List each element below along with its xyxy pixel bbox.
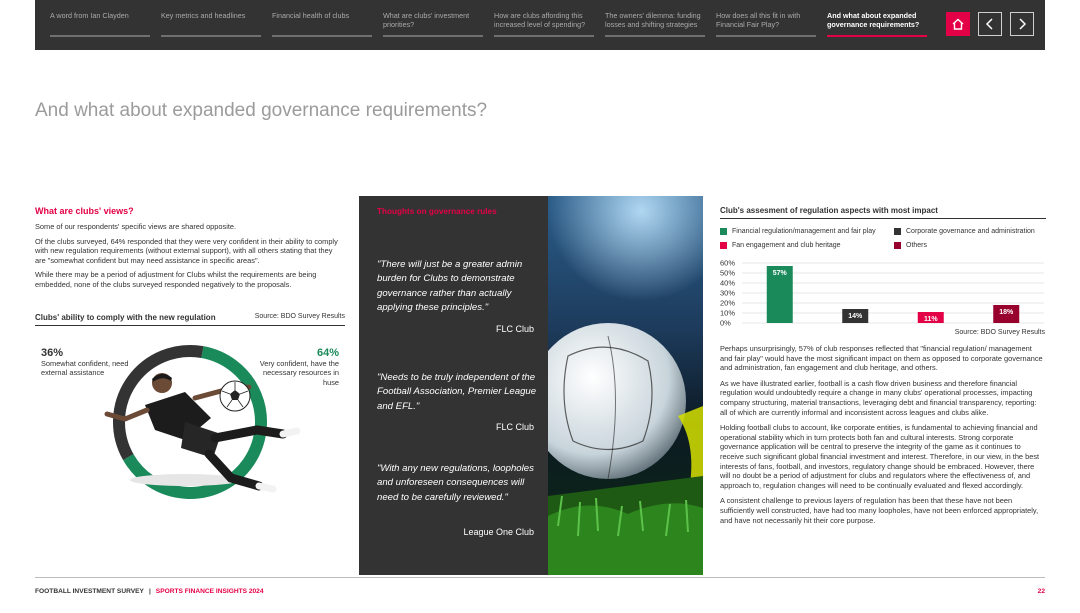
bar-chart-title: Club's assesment of regulation aspects with most impact <box>720 206 1046 219</box>
nav-item-financial-fair-play[interactable]: How does all this fit in with Financial Fair Play? <box>716 11 816 37</box>
soccer-ball-icon <box>220 381 250 411</box>
legend-swatch <box>894 228 901 235</box>
bar-chart <box>720 258 1046 333</box>
y-tick-label: 50% <box>720 268 736 278</box>
y-tick-label: 0% <box>720 318 731 328</box>
y-tick-label: 30% <box>720 288 736 298</box>
right-text-block <box>720 344 1046 531</box>
legend-item <box>894 228 1035 235</box>
quote-text: "Needs to be truly independent of the Football Association, Premier League and EFL." <box>377 372 537 412</box>
nav-item-financial-health[interactable]: Financial health of clubs <box>272 11 372 37</box>
right-paragraph: As we have illustrated earlier, football is a cash flow driven business and therefore financial regulation would undoubtedly require a change in many clubs' operational processes, impacting company structuring, material transactions, leveraging debt and financial transparency, reporting: all of which are currently informal and inconsistent across leagues and clubs alike. <box>720 378 1037 417</box>
nav-item-word-from[interactable]: A word from Ian Clayden <box>50 11 150 37</box>
right-paragraph: Holding football clubs to account, like corporate entities, is fundamental to achieving financial and operational stability which in turn protects both fan and cultural interests. Strong corporate governance application will be central to preserve the integrity of the game as it continues to receive such significant global financial investment and interest. Therefore, in our view, in the best interests of fans, football, and investors, regulatory change should be embraced. However, there will no doubt be a period of adjustment for clubs and regulators where the effectiveness of, and approach to, regulation changes will need to be continually evaluated and flexed accordingly. <box>720 423 1040 490</box>
bar-value-label: 18% <box>999 309 1014 316</box>
footer-separator: | <box>148 588 151 595</box>
quotes-title: Thoughts on governance rules <box>377 207 497 216</box>
stat-right-text: Very confident, have the necessary resources in huse <box>259 359 339 387</box>
right-column <box>720 206 1046 219</box>
left-column <box>35 206 345 295</box>
bar-value-label: 14% <box>848 313 863 320</box>
donut-chart-header <box>35 313 345 326</box>
chevron-right-icon <box>1017 18 1027 30</box>
nav-item-owners-dilemma[interactable]: The owners' dilemma: funding losses and shifting strategies <box>605 11 705 37</box>
legend-label: Financial regulation/management and fair play <box>732 228 876 235</box>
nav-item-key-metrics[interactable]: Key metrics and headlines <box>161 11 261 37</box>
chevron-left-icon <box>985 18 995 30</box>
stat-left-text: Somewhat confident, need external assistance <box>41 359 129 378</box>
footer-survey-name: FOOTBALL INVESTMENT SURVEY <box>35 588 144 595</box>
clubs-views-heading: What are clubs' views? <box>35 206 134 216</box>
stat-left-percent: 36% <box>41 347 64 359</box>
legend-label: Fan engagement and club heritage <box>732 242 841 249</box>
nav-item-investment-priorities[interactable]: What are clubs' investment priorities? <box>383 11 483 37</box>
home-icon <box>951 17 965 31</box>
legend-item <box>720 242 841 249</box>
top-navigation <box>35 0 1045 50</box>
legend-label: Others <box>906 242 928 249</box>
quote-source: FLC Club <box>495 422 534 432</box>
stat-very-confident <box>249 347 339 387</box>
home-button[interactable] <box>946 12 970 36</box>
nav-item-governance[interactable]: And what about expanded governance requirements? <box>827 11 927 37</box>
legend-swatch <box>720 228 727 235</box>
bar-value-label: 57% <box>772 270 787 277</box>
next-page-button[interactable] <box>1010 12 1034 36</box>
quote-text: "With any new regulations, loopholes and unforeseen consequences will need to be carefully reviewed." <box>377 463 534 503</box>
stadium-football-photo <box>548 196 703 575</box>
right-paragraph: A consistent challenge to previous layers of regulation has been that these have not been sufficiently well constructed, have had too many loopholes, have not been enforced appropriately, and have not necessarily hit their core purpose. <box>720 496 1039 525</box>
right-paragraph: Perhaps unsurprisingly, 57% of club responses reflected that "financial regulation/ management and fair play" would have the most significant impact on them as opposed to corporate governance and administration, fan engagement and club heritage, and others. <box>720 344 1043 373</box>
legend-swatch <box>894 242 901 249</box>
y-tick-label: 40% <box>720 278 736 288</box>
quote-source: FLC Club <box>495 324 534 334</box>
legend-swatch <box>720 242 727 249</box>
y-tick-label: 10% <box>720 308 736 318</box>
footer-divider <box>35 577 1045 578</box>
stat-right-percent: 64% <box>316 347 339 359</box>
left-paragraph: Of the clubs surveyed, 64% responded that they were very confident in their ability to comply with new regulation requirements (without external support), with all others stating that they are "somewhat confident but may need assistance in specific areas". <box>35 236 338 265</box>
y-tick-label: 20% <box>720 298 736 308</box>
left-paragraph: While there may be a period of adjustment for Clubs whilst the requirements are being embedded, none of the clubs surveyed responded negatively to the proposals. <box>35 270 317 289</box>
left-paragraph: Some of our respondents' specific views are shared opposite. <box>35 222 237 231</box>
legend-item <box>894 242 927 249</box>
stat-somewhat-confident <box>41 347 131 378</box>
page-number: 22 <box>1037 588 1045 595</box>
donut-chart-source: Source: BDO Survey Results <box>254 313 345 320</box>
legend-label: Corporate governance and administration <box>906 228 1035 235</box>
nav-item-affording-spending[interactable]: How are clubs affording this increased level of spending? <box>494 11 594 37</box>
previous-page-button[interactable] <box>978 12 1002 36</box>
y-tick-label: 60% <box>720 258 736 268</box>
footer-publication: SPORTS FINANCE INSIGHTS 2024 <box>155 588 264 595</box>
legend-item <box>720 228 876 235</box>
bar-chart-svg <box>720 258 1046 328</box>
footer <box>35 588 264 595</box>
quote-source: League One Club <box>463 527 534 537</box>
page-title: And what about expanded governance requirements? <box>35 100 488 121</box>
donut-chart <box>35 330 345 510</box>
bar-chart-source: Source: BDO Survey Results <box>954 329 1045 336</box>
quotes-panel <box>359 196 548 575</box>
quote-text: "There will just be a greater admin burden for Clubs to demonstrate governance rather than actually applying these principles." <box>377 259 523 314</box>
donut-chart-title: Clubs' ability to comply with the new regulation <box>35 313 216 322</box>
bar-value-label: 11% <box>923 316 938 323</box>
